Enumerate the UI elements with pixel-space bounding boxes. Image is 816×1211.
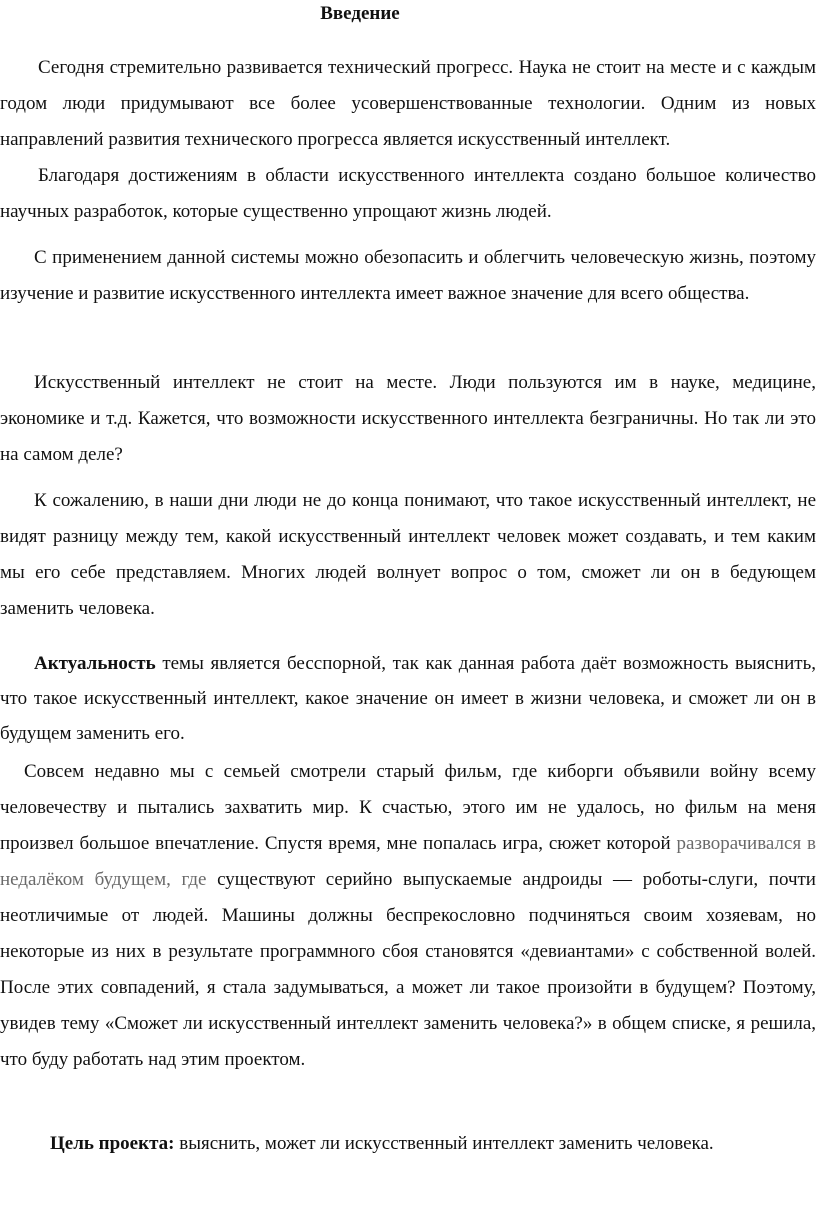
paragraph-relevance xyxy=(0,646,816,751)
paragraph-achievements xyxy=(0,158,816,230)
goal-label: Цель проекта: xyxy=(50,1133,175,1154)
page-title: Введение xyxy=(320,3,400,24)
paragraph-achievements-text: Благодаря достижениям в области искусственного интеллекта создано большое количество научных разработок, которые существенно упрощают жизнь людей. xyxy=(0,165,816,222)
motivation-text-gray: разворачивался в недалёком будущем, где xyxy=(0,833,816,890)
paragraph-motivation xyxy=(0,754,816,1078)
paragraph-application-text: С применением данной системы можно обезопасить и облегчить человеческую жизнь, поэтому изучение и развитие искусственного интеллекта имеет важное значение для всего общества. xyxy=(0,247,816,304)
relevance-text: темы является бесспорной, так как данная работа даёт возможность выяснить, что такое искусственный интеллект, какое значение он имеет в жизни человека, и сможет ли он в будущем заменить его. xyxy=(0,653,816,744)
paragraph-progress xyxy=(0,365,816,473)
paragraph-intro-text: Сегодня стремительно развивается технический прогресс. Наука не стоит на месте и с каждым годом люди придумывают все более усовершенствованные технологии. Одним из новых направлений развития технического прогресса является искусственный интеллект. xyxy=(0,57,816,150)
motivation-text-a: Совсем недавно мы с семьей смотрели старый фильм, где киборги объявили войну всему человечеству и пытались захватить мир. К счастью, этого им не удалось, но фильм на меня произвел большое впечатление. Спустя время, мне попалась игра, сюжет которой xyxy=(0,761,816,854)
paragraph-intro xyxy=(0,50,816,158)
goal-text: выяснить, может ли искусственный интеллект заменить человека. xyxy=(174,1133,714,1154)
paragraph-understanding xyxy=(0,483,816,627)
relevance-label: Актуальность xyxy=(34,653,156,674)
motivation-text-b: существуют серийно выпускаемые андроиды — роботы-слуги, почти неотличимые от людей. Машины должны беспрекословно подчиняться своим хозяевам, но некоторые из них в результате программного сбоя становятся «девиантами» с собственной волей. После этих совпадений, я стала задумываться, а может ли такое произойти в будущем? Поэтому, увидев тему «Сможет ли искусственный интеллект заменить человека?» в общем списке, я решила, что буду работать над этим проектом. xyxy=(0,869,816,1070)
paragraph-application xyxy=(0,240,816,312)
paragraph-goal xyxy=(50,1130,810,1158)
paragraph-understanding-text: К сожалению, в наши дни люди не до конца понимают, что такое искусственный интеллект, не видят разницу между тем, какой искусственный интеллект человек может создавать, и тем каким мы его себе представляем. Многих людей волнует вопрос о том, сможет ли он в бедующем заменить человека. xyxy=(0,490,816,619)
paragraph-progress-text: Искусственный интеллект не стоит на месте. Люди пользуются им в науке, медицине, экономике и т.д. Кажется, что возможности искусственного интеллекта безграничны. Но так ли это на самом деле? xyxy=(0,372,816,465)
